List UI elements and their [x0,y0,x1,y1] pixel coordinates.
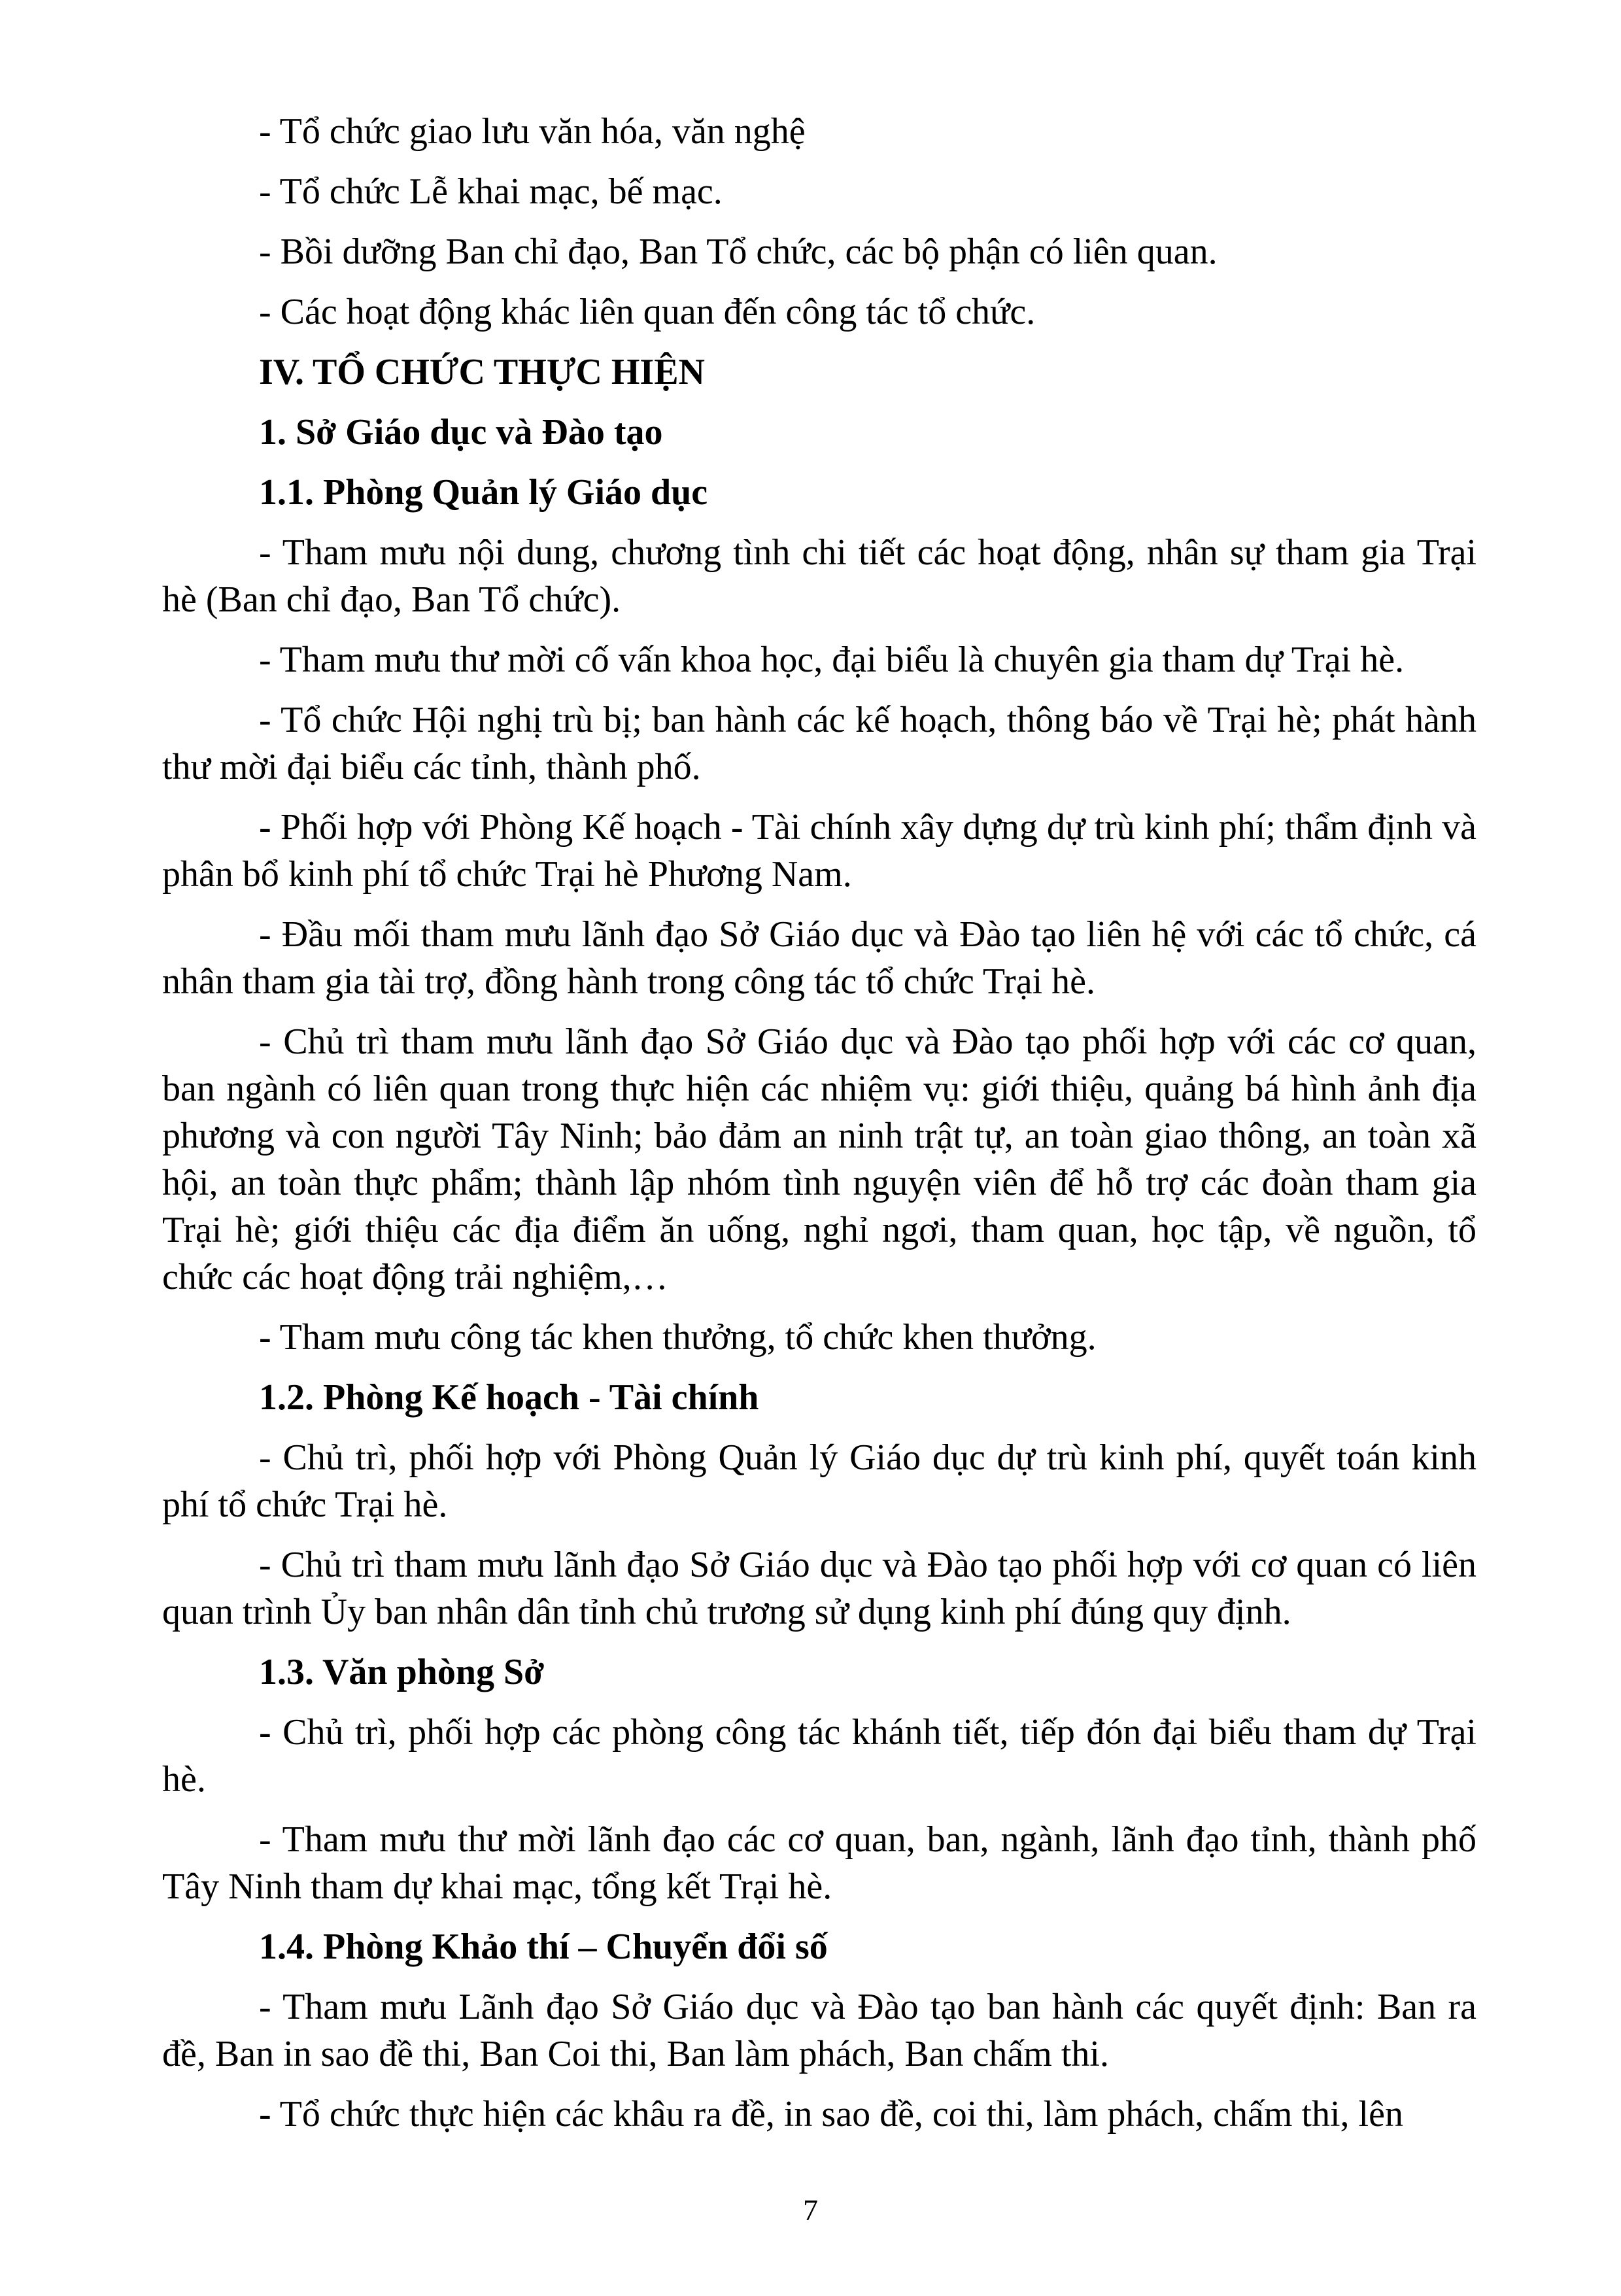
para-1-2-chu-truong: - Chủ trì tham mưu lãnh đạo Sở Giáo dục và Đào tạo phối hợp với cơ quan có liên quan trình Ủy ban nhân dân tỉnh chủ trương sử dụng kinh phí đúng quy định. [162,1545,1476,1632]
section-1-1-heading: 1.1. Phòng Quản lý Giáo dục [259,472,708,513]
bullet-le-khai-mac: - Tổ chức Lễ khai mạc, bế mạc. [259,171,723,212]
section-1-3-heading: 1.3. Văn phòng Sở [259,1652,545,1692]
para-1-4-khau-ra-de: - Tổ chức thực hiện các khâu ra đề, in sao đề, coi thi, làm phách, chấm thi, lên [259,2094,1403,2134]
para-1-1-noi-dung: - Tham mưu nội dung, chương tình chi tiết các hoạt động, nhân sự tham gia Trại hè (Ban chỉ đạo, Ban Tổ chức). [162,532,1476,620]
section-1-2-heading: 1.2. Phòng Kế hoạch - Tài chính [259,1377,759,1418]
para-1-1-hoi-nghi: - Tổ chức Hội nghị trù bị; ban hành các kế hoạch, thông báo về Trại hè; phát hành thư mời đại biểu các tỉnh, thành phố. [162,700,1476,787]
bullet-giao-luu-van-hoa: - Tổ chức giao lưu văn hóa, văn nghệ [259,111,806,152]
section-1-4-heading: 1.4. Phòng Khảo thí – Chuyển đổi số [259,1927,828,1967]
section-iv-heading: IV. TỔ CHỨC THỰC HIỆN [259,352,705,392]
bullet-hoat-dong-khac: - Các hoạt động khác liên quan đến công tác tổ chức. [259,292,1036,332]
para-1-1-phoi-hop: - Phối hợp với Phòng Kế hoạch - Tài chính xây dựng dự trù kinh phí; thẩm định và phân bổ kinh phí tổ chức Trại hè Phương Nam. [162,807,1476,895]
para-1-3-khanh-tiet: - Chủ trì, phối hợp các phòng công tác khánh tiết, tiếp đón đại biểu tham dự Trại hè. [162,1712,1476,1800]
bullet-boi-duong: - Bồi dưỡng Ban chỉ đạo, Ban Tổ chức, các bộ phận có liên quan. [259,231,1218,272]
para-1-1-thu-moi: - Tham mưu thư mời cố vấn khoa học, đại biểu là chuyên gia tham dự Trại hè. [259,640,1405,680]
para-1-1-dau-moi: - Đầu mối tham mưu lãnh đạo Sở Giáo dục và Đào tạo liên hệ với các tổ chức, cá nhân tham gia tài trợ, đồng hành trong công tác tổ chức Trại hè. [162,914,1476,1002]
page-number: 7 [803,2193,818,2227]
document-body [162,108,1476,2138]
section-1-heading: 1. Sở Giáo dục và Đào tạo [259,412,663,453]
para-1-2-du-tru: - Chủ trì, phối hợp với Phòng Quản lý Giáo dục dự trù kinh phí, quyết toán kinh phí tổ chức Trại hè. [162,1437,1476,1525]
para-1-1-chu-tri: - Chủ trì tham mưu lãnh đạo Sở Giáo dục và Đào tạo phối hợp với các cơ quan, ban ngành có liên quan trong thực hiện các nhiệm vụ: giới thiệu, quảng bá hình ảnh địa phương và con người Tây Ninh; bảo đảm an ninh trật tự, an toàn giao thông, an toàn xã hội, an toàn thực phẩm; thành lập nhóm tình nguyện viên để hỗ trợ các đoàn tham gia Trại hè; giới thiệu các địa điểm ăn uống, nghỉ ngơi, tham quan, học tập, về nguồn, tổ chức các hoạt động trải nghiệm,… [162,1021,1476,1297]
para-1-1-khen-thuong: - Tham mưu công tác khen thưởng, tổ chức khen thưởng. [259,1317,1097,1358]
para-1-4-quyet-dinh: - Tham mưu Lãnh đạo Sở Giáo dục và Đào tạo ban hành các quyết định: Ban ra đề, Ban in sao đề thi, Ban Coi thi, Ban làm phách, Ban chấm thi. [162,1987,1476,2074]
para-1-3-thu-moi: - Tham mưu thư mời lãnh đạo các cơ quan, ban, ngành, lãnh đạo tỉnh, thành phố Tây Ninh tham dự khai mạc, tổng kết Trại hè. [162,1819,1476,1907]
